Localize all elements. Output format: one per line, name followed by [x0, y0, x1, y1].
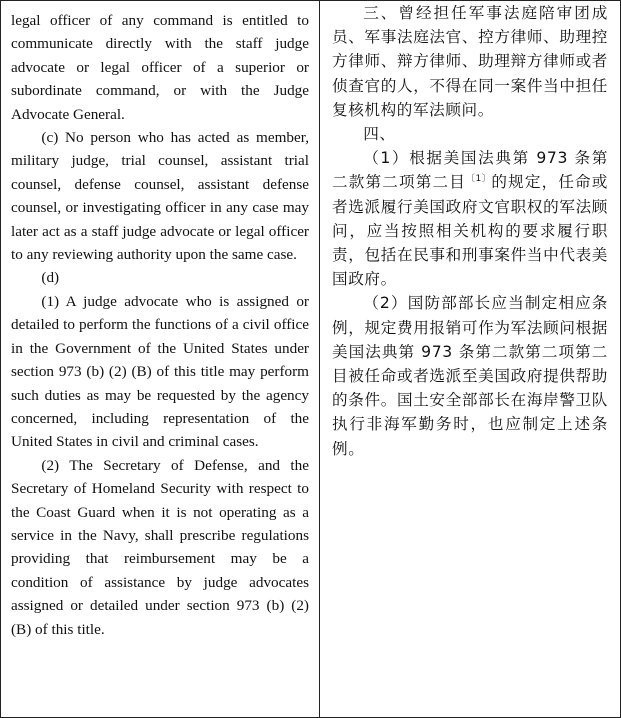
chinese-paragraph-4-1 [332, 146, 608, 291]
chinese-paragraph-4-1-before: （1）根据美国法典第 973 条第二款第二项第二目 [332, 149, 608, 192]
english-paragraph-d2: (2) The Secretary of Defense, and the Secretary of Homeland Security with respect to the Coast Guard when it is not operating as a service in the Navy, shall prescribe regulations providing that reimbursement may be a condition of assistance by judge advocates assigned or detailed under section 973 (b) (2) (B) of this title. [11, 456, 309, 638]
chinese-paragraph-4-1-after: 的规定，任命或者选派履行美国政府文官职权的军法顾问，应当按照相关机构的要求履行职责，包括在民事和刑事案件当中代表美国政府。 [332, 173, 608, 289]
english-column [1, 1, 320, 717]
chinese-paragraph-4-2: （2）国防部部长应当制定相应条例，规定费用报销可作为军法顾问根据美国法典第 973 条第二款第二项第二目被任命或者选派至美国政府提供帮助的条件。国土安全部部长在海岸警卫队执行非海军勤务时，也应制定上述条例。 [332, 294, 608, 458]
chinese-column [320, 1, 620, 717]
english-paragraph-c: (c) No person who has acted as member, military judge, trial counsel, assistant trial counsel, defense counsel, assistant defense counsel, or investigating officer in any case may later act as a staff judge advocate or legal officer to any reviewing authority upon the same case. [11, 129, 309, 264]
chinese-paragraph-3: 三、曾经担任军事法庭陪审团成员、军事法庭法官、控方律师、助理控方律师、辩方律师、助理辩方律师或者侦查官的人，不得在同一案件当中担任复核机构的军法顾问。 [332, 4, 608, 119]
english-paragraph-d: (d) [41, 269, 60, 287]
english-paragraph-d1: (1) A judge advocate who is assigned or detailed to perform the functions of a civil office in the Government of the United States under section 973 (b) (2) (B) of this title may perform such duties as may be requested by the agency concerned, including representation of the United States in civil and criminal cases. [11, 292, 309, 451]
footnote-marker: 〔1〕 [465, 174, 492, 185]
chinese-paragraph-4-heading: 四、 [363, 125, 396, 144]
english-paragraph-intro: legal officer of any command is entitled to communicate directly with the staff judge advocate or legal officer of a superior or subordinate command, or with the Judge Advocate General. [11, 12, 309, 123]
